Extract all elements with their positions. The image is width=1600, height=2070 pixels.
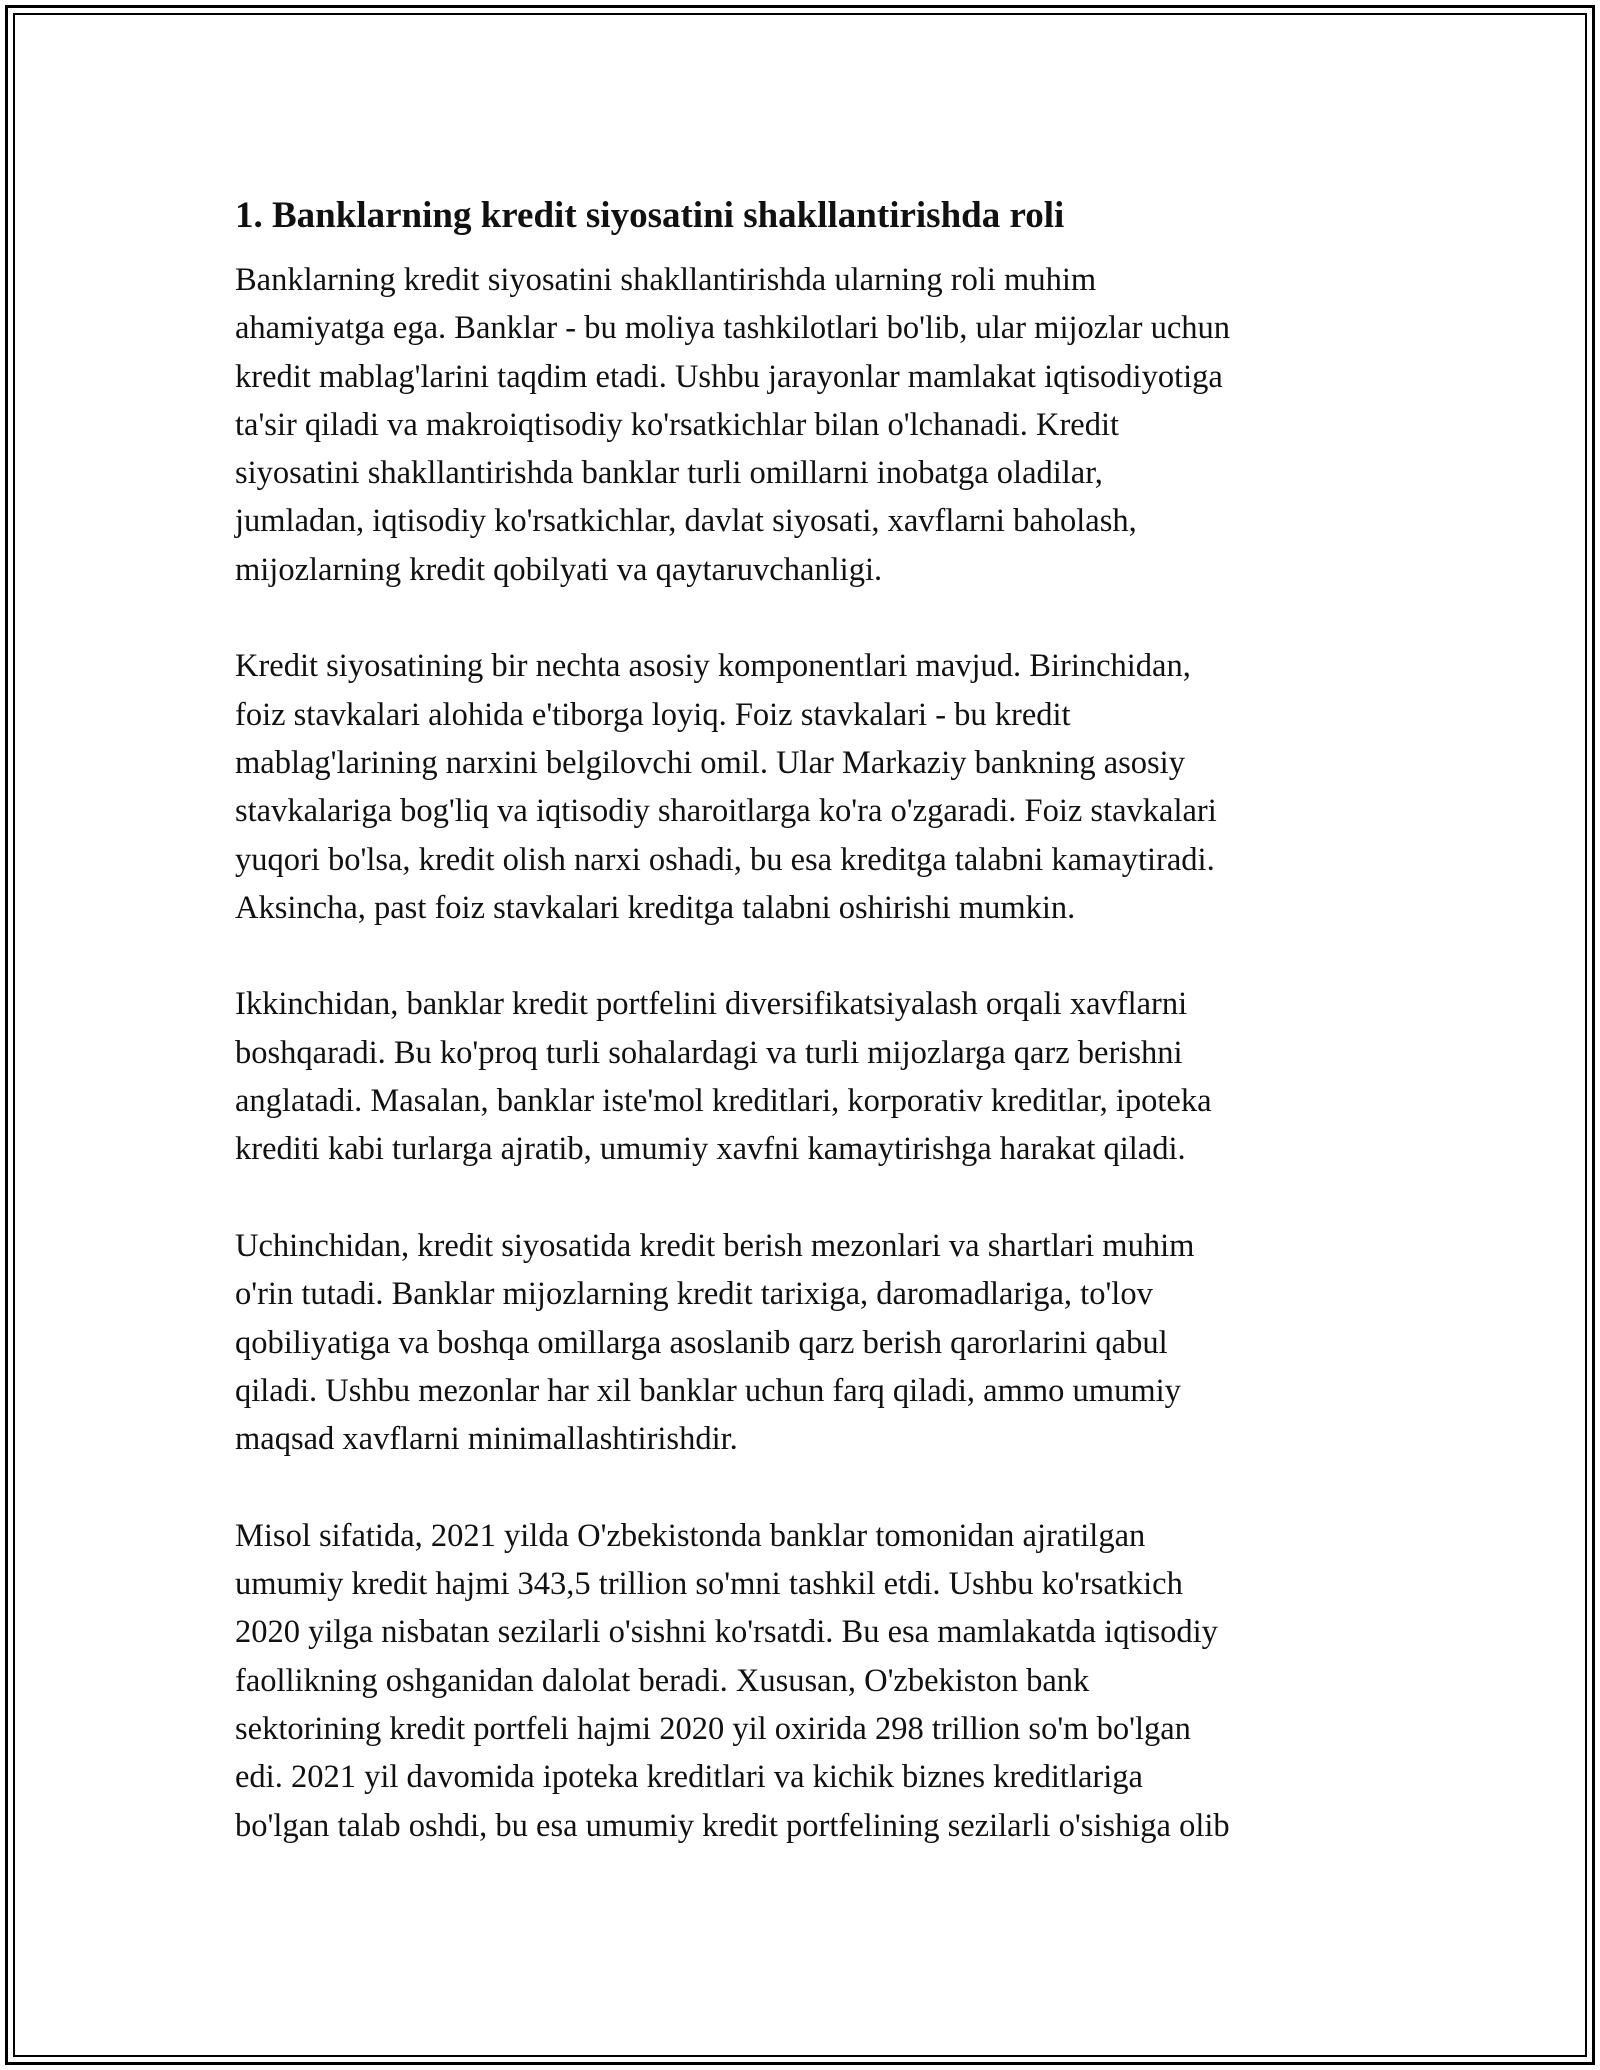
paragraph-line: boshqaradi. Bu ko'proq turli sohalardagi va turli mijozlarga qarz berishni [235,1034,1183,1071]
paragraph-line: ahamiyatga ega. Banklar - bu moliya tashkilotlari bo'lib, ular mijozlar uchun [235,310,1231,347]
paragraph-line: krediti kabi turlarga ajratib, umumiy xavfni kamaytirishga harakat qiladi. [235,1131,1186,1168]
paragraph-line: Kredit siyosatining bir nechta asosiy komponentlari mavjud. Birinchidan, [235,648,1191,685]
paragraph-line: qiladi. Ushbu mezonlar har xil banklar uchun farq qiladi, ammo umumiy [235,1372,1181,1409]
paragraph-line: Misol sifatida, 2021 yilda O'zbekistonda banklar tomonidan ajratilgan [235,1517,1146,1554]
paragraph-line: foiz stavkalari alohida e'tiborga loyiq. Foiz stavkalari - bu kredit [235,696,1071,733]
paragraph-list [235,256,1365,1850]
section-heading: 1. Banklarning kredit siyosatini shakllantirishda roli [235,195,1065,236]
paragraph-line: siyosatini shakllantirishda banklar turli omillarni inobatga oladilar, [235,455,1103,492]
paragraph-line: sektorining kredit portfeli hajmi 2020 yil oxirida 298 trillion so'm bo'lgan [235,1710,1191,1747]
paragraph-line: mijozlarning kredit qobilyati va qaytaruvchanligi. [235,551,883,588]
paragraph-line: Aksincha, past foiz stavkalari kreditga talabni oshirishi mumkin. [235,889,1076,926]
paragraph-line: 2020 yilga nisbatan sezilarli o'sishni ko'rsatdi. Bu esa mamlakatda iqtisodiy [235,1614,1218,1651]
document-body [235,188,1365,1898]
paragraph-line: kredit mablag'larini taqdim etadi. Ushbu jarayonlar mamlakat iqtisodiyotiga [235,358,1223,395]
paragraph-line: edi. 2021 yil davomida ipoteka kreditlari va kichik biznes kreditlariga [235,1759,1143,1796]
paragraph-line: o'rin tutadi. Banklar mijozlarning kredit tarixiga, daromadlariga, to'lov [235,1276,1153,1313]
paragraph-line: maqsad xavflarni minimallashtirishdir. [235,1421,738,1458]
paragraph [235,1512,1365,1850]
paragraph-line: ta'sir qiladi va makroiqtisodiy ko'rsatkichlar bilan o'lchanadi. Kredit [235,406,1120,443]
paragraph-line: Banklarning kredit siyosatini shakllantirishda ularning roli muhim [235,262,1097,298]
paragraph [235,1222,1365,1463]
paragraph-line: Uchinchidan, kredit siyosatida kredit berish mezonlari va shartlari muhim [235,1227,1195,1264]
paragraph-line: mablag'larining narxini belgilovchi omil. Ular Markaziy bankning asosiy [235,744,1185,781]
paragraph-line: yuqori bo'lsa, kredit olish narxi oshadi, bu esa kreditga talabni kamaytiradi. [235,841,1215,878]
paragraph-line: faollikning oshganidan dalolat beradi. Xususan, O'zbekiston bank [235,1662,1090,1699]
paragraph-line: jumladan, iqtisodiy ko'rsatkichlar, davlat siyosati, xavflarni baholash, [235,503,1137,540]
paragraph-line: Ikkinchidan, banklar kredit portfelini diversifikatsiyalash orqali xavflarni [235,986,1188,1023]
paragraph-line: umumiy kredit hajmi 343,5 trillion so'mni tashkil etdi. Ushbu ko'rsatkich [235,1566,1183,1603]
paragraph-line: anglatadi. Masalan, banklar iste'mol kreditlari, korporativ kreditlar, ipoteka [235,1083,1212,1120]
paragraph-line: qobiliyatiga va boshqa omillarga asoslanib qarz berish qarorlarini qabul [235,1324,1168,1361]
paragraph [235,642,1365,932]
paragraph-line: bo'lgan talab oshdi, bu esa umumiy kredit portfelining sezilarli o'sishiga olib [235,1807,1230,1844]
paragraph [235,256,1365,594]
paragraph [235,980,1365,1173]
paragraph-line: stavkalariga bog'liq va iqtisodiy sharoitlarga ko'ra o'zgaradi. Foiz stavkalari [235,793,1217,830]
